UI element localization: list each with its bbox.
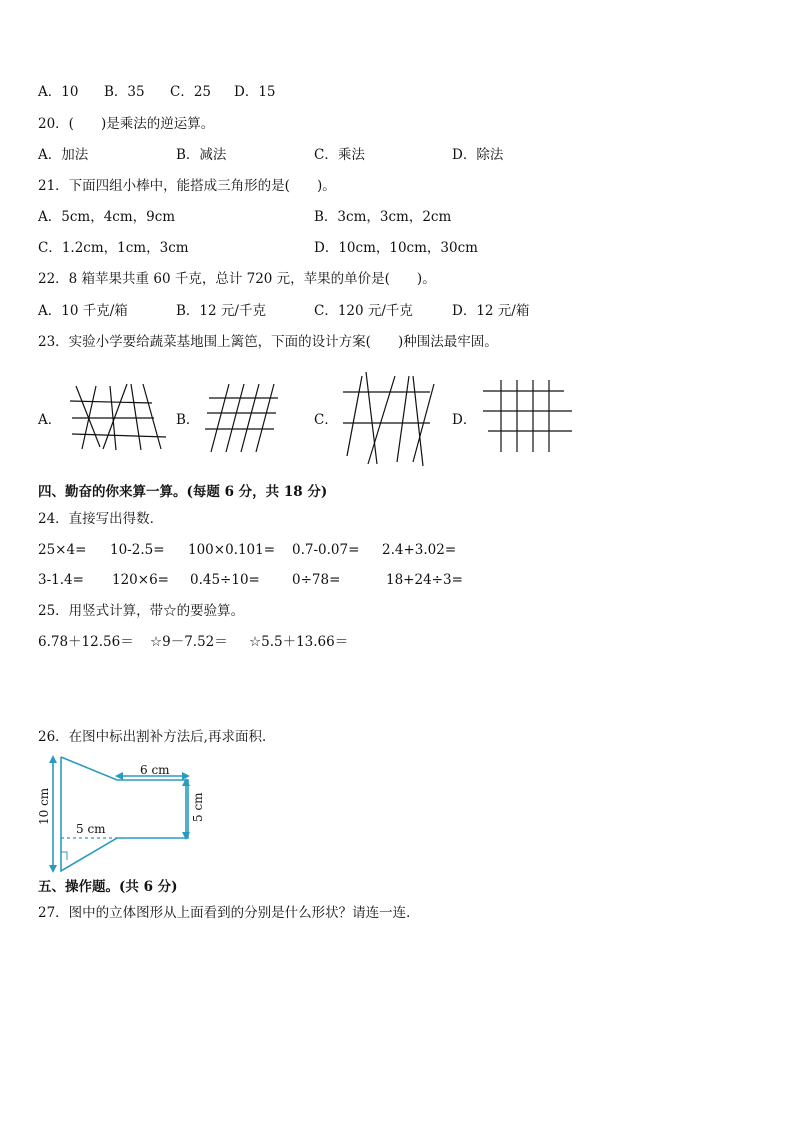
q24-item: 0.7-0.07= bbox=[292, 542, 360, 558]
q21-option-a: A．5cm，4cm，9cm bbox=[38, 209, 176, 225]
q24-item: 10-2.5= bbox=[110, 542, 165, 558]
q19-option-d: D．15 bbox=[234, 84, 276, 100]
q26-label-top: 6 cm bbox=[140, 763, 170, 777]
q20-option-d: D．除法 bbox=[452, 147, 504, 163]
q21-option-d: D．10cm，10cm，30cm bbox=[314, 240, 478, 256]
q26-label-bottom: 5 cm bbox=[76, 822, 106, 836]
q24-item: 25×4= bbox=[38, 542, 87, 558]
q24-item: 18+24÷3= bbox=[386, 572, 463, 588]
q19-option-b: B．35 bbox=[104, 84, 145, 100]
q27-stem: 27．图中的立体图形从上面看到的分别是什么形状？请连一连． bbox=[38, 905, 420, 921]
q20-option-a: A．加法 bbox=[38, 147, 89, 163]
q22-stem: 22．8 箱苹果共重 60 千克，总计 720 元，苹果的单价是( )。 bbox=[38, 271, 436, 287]
q23-option-d: D． bbox=[452, 412, 477, 428]
q24-stem: 24．直接写出得数． bbox=[38, 511, 164, 527]
q20-option-c: C．乘法 bbox=[314, 147, 365, 163]
q23-option-b: B． bbox=[176, 412, 200, 428]
q20-option-b: B．减法 bbox=[176, 147, 227, 163]
q22-option-d: D．12 元/箱 bbox=[452, 303, 530, 319]
q22-option-b: B．12 元/千克 bbox=[176, 303, 266, 319]
q24-item: 100×0.101= bbox=[188, 542, 276, 558]
q24-item: 3-1.4= bbox=[38, 572, 84, 588]
q26-stem: 26．在图中标出割补方法后,再求面积． bbox=[38, 729, 276, 745]
q21-option-b: B．3cm，3cm，2cm bbox=[314, 209, 452, 225]
q23-option-c: C． bbox=[314, 412, 338, 428]
q25-item: 6.78＋12.56＝ bbox=[38, 634, 134, 650]
section-4-title: 四、勤奋的你来算一算。(每题 6 分，共 18 分) bbox=[38, 484, 328, 500]
q26-label-right: 5 cm bbox=[191, 792, 205, 822]
q23-option-a: A． bbox=[38, 412, 62, 428]
q22-option-a: A．10 千克/箱 bbox=[38, 303, 128, 319]
q25-item: ☆5.5＋13.66＝ bbox=[249, 634, 349, 650]
q19-option-a: A．10 bbox=[38, 84, 79, 100]
q24-item: 120×6= bbox=[112, 572, 169, 588]
q19-option-c: C．25 bbox=[170, 84, 212, 100]
q21-stem: 21．下面四组小棒中，能搭成三角形的是( )。 bbox=[38, 178, 336, 194]
q24-item: 2.4+3.02= bbox=[382, 542, 457, 558]
section-5-title: 五、操作题。(共 6 分) bbox=[38, 879, 178, 895]
q22-option-c: C．120 元/千克 bbox=[314, 303, 413, 319]
q21-option-c: C．1.2cm，1cm，3cm bbox=[38, 240, 189, 256]
q20-stem: 20．( )是乘法的逆运算。 bbox=[38, 116, 215, 132]
q23-stem: 23．实验小学要给蔬菜基地围上篱笆，下面的设计方案( )种围法最牢固。 bbox=[38, 334, 498, 350]
q26-label-left: 10 cm bbox=[37, 787, 51, 825]
q25-item: ☆9－7.52＝ bbox=[150, 634, 228, 650]
q24-item: 0÷78= bbox=[292, 572, 341, 588]
q25-stem: 25．用竖式计算，带☆的要验算。 bbox=[38, 603, 245, 619]
q24-item: 0.45÷10= bbox=[190, 572, 260, 588]
